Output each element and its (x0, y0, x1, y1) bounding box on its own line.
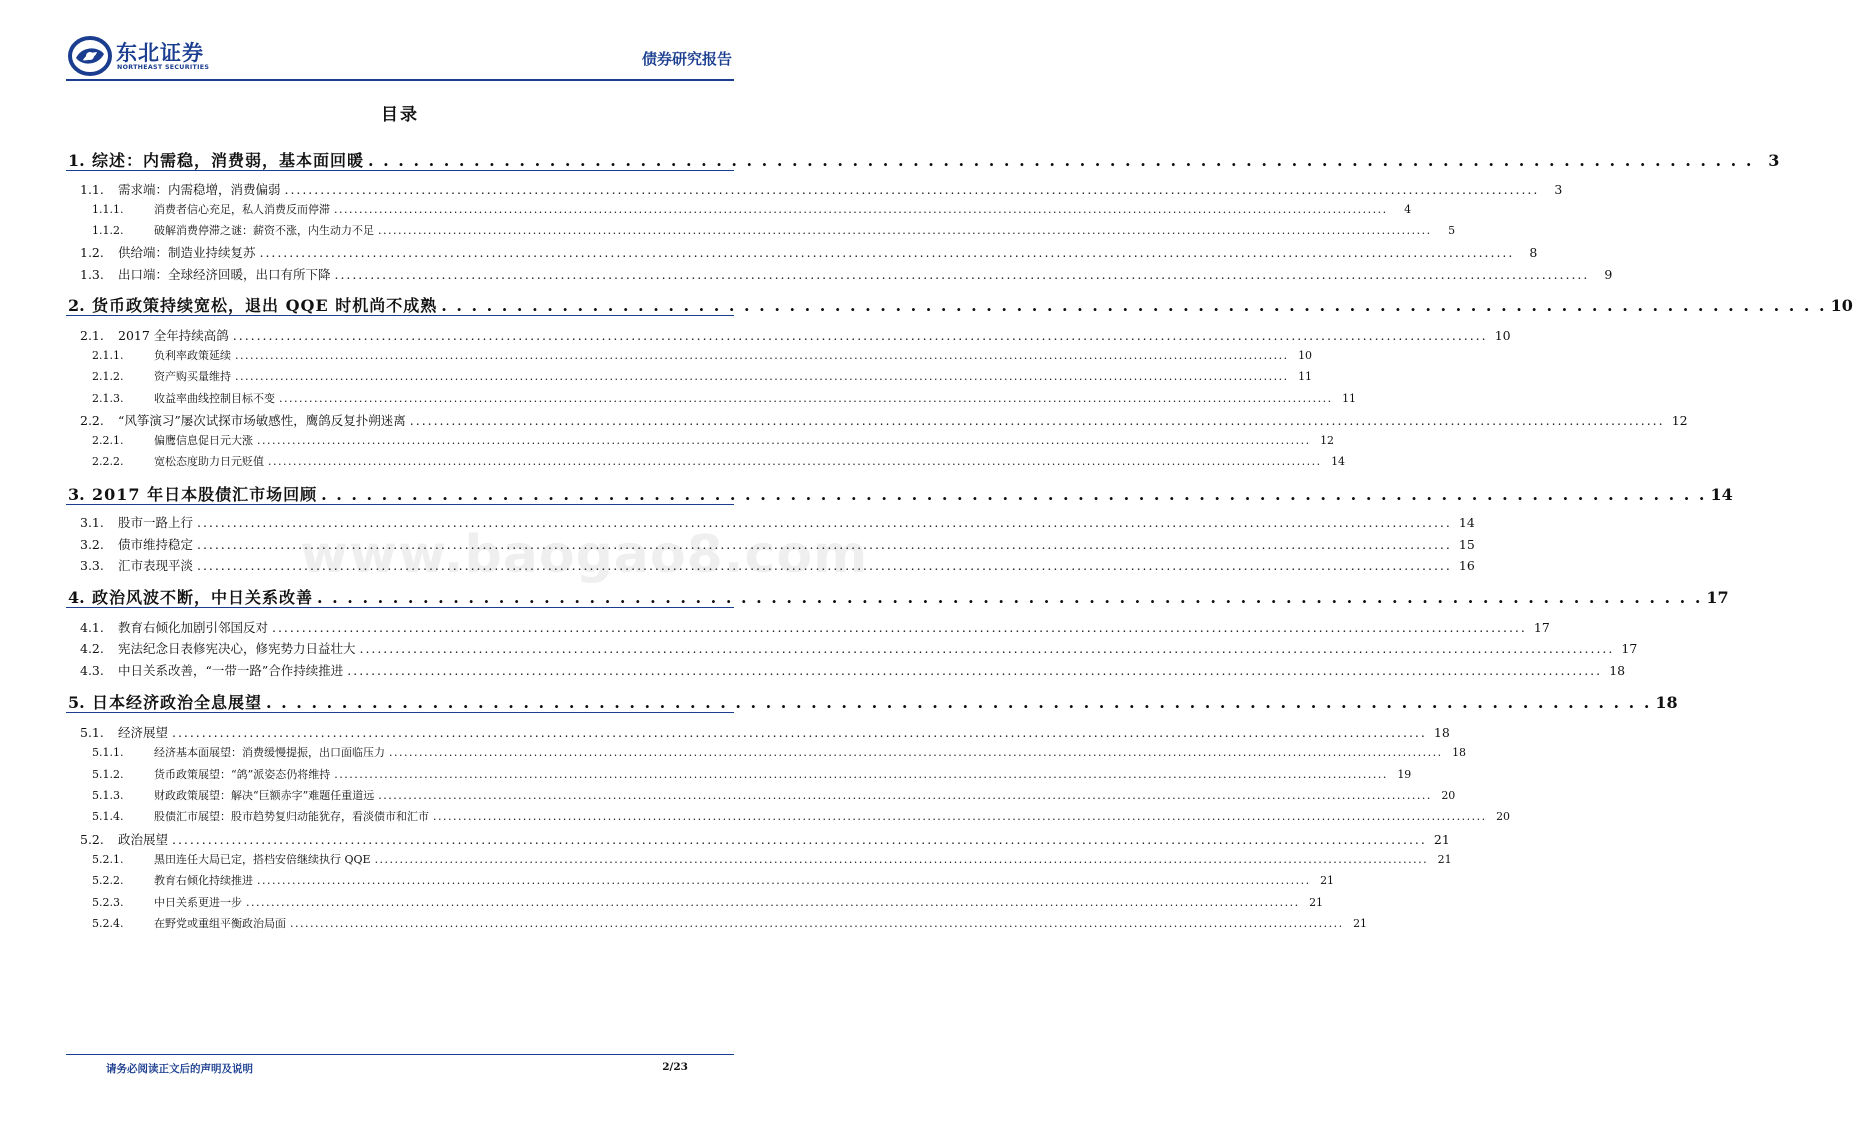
toc-entry-page: 5 (1448, 224, 1456, 237)
toc-entry[interactable] (92, 222, 1456, 238)
toc-entry-number: 2.2. (80, 413, 104, 428)
toc-entry-title: 货币政策展望：“鸽”派姿态仍将维持 (154, 768, 331, 781)
toc-entry-number: 5.1.1. (92, 746, 124, 759)
toc-entry-title: 政治展望 (118, 832, 169, 847)
toc-entry[interactable] (80, 639, 1638, 657)
footer-divider (66, 1054, 734, 1055)
toc-leader-dots (260, 245, 1512, 260)
toc-entry[interactable] (80, 556, 1475, 574)
footer-disclaimer: 请务必阅读正文后的声明及说明 (106, 1063, 253, 1075)
toc-entry-page: 21 (1433, 832, 1450, 847)
toc-entry-title: “风筝演习”屡次试探市场敏感性，鹰鸽反复扑朔迷离 (118, 413, 406, 428)
toc-entry-title: 消费者信心充足，私人消费反而停滞 (154, 203, 330, 216)
toc-entry[interactable] (80, 243, 1538, 261)
toc-entry-page: 20 (1496, 810, 1511, 823)
toc-entry-page: 20 (1441, 789, 1456, 802)
toc-entry-title: 财政政策展望：解决“巨额赤字”难题任重道远 (154, 789, 375, 802)
toc-entry-page: 14 (1458, 515, 1475, 530)
toc-entry-page: 21 (1320, 874, 1335, 887)
toc-entry[interactable] (92, 201, 1412, 217)
toc-entry-number: 2.2.1. (92, 434, 124, 447)
toc-leader-dots (368, 151, 1753, 170)
toc-entry-number: 4. (68, 588, 85, 607)
toc-entry-title: 需求端：内需稳增，消费偏弱 (118, 182, 281, 197)
toc-entry[interactable] (92, 453, 1346, 469)
toc-leader-dots (279, 392, 1330, 405)
toc-entry[interactable] (92, 851, 1452, 867)
toc-leader-dots (233, 328, 1485, 343)
toc-entry-page: 3 (1768, 151, 1780, 170)
watermark: www.baogao8.com (300, 525, 869, 585)
toc-entry-title: 供给端：制造业持续复苏 (118, 245, 256, 260)
toc-entry-title: 综述：内需稳，消费弱，基本面回暖 (92, 151, 365, 170)
toc-entry-page: 9 (1604, 267, 1613, 282)
toc-entry[interactable] (92, 915, 1368, 931)
toc-entry-title: 股市一路上行 (118, 515, 194, 530)
toc-leader-dots (257, 874, 1308, 887)
toc-entry-number: 1.3. (80, 267, 104, 282)
toc-entry-page: 4 (1404, 203, 1412, 216)
toc-entry-page: 21 (1353, 917, 1368, 930)
toc-entry-title: 经济展望 (118, 725, 169, 740)
toc-leader-dots (290, 917, 1341, 930)
toc-entry-title: 收益率曲线控制目标不变 (154, 392, 275, 405)
toc-entry-number: 4.1. (80, 620, 104, 635)
toc-entry-page: 14 (1331, 455, 1346, 468)
toc-leader-dots (235, 349, 1286, 362)
toc-entry-page: 14 (1710, 485, 1733, 504)
toc-entry-number: 2. (68, 296, 85, 315)
toc-entry-page: 17 (1706, 588, 1729, 607)
toc-entry-page: 18 (1655, 693, 1678, 712)
toc-entry-title: 货币政策持续宽松，退出 QQE 时机尚不成熟 (92, 296, 438, 315)
toc-entry[interactable] (92, 787, 1456, 803)
toc-entry-number: 3.2. (80, 537, 104, 552)
toc-entry-title: 宪法纪念日表修宪决心，修宪势力日益壮大 (118, 641, 356, 656)
section-divider (66, 170, 734, 171)
toc-entry[interactable] (92, 432, 1335, 448)
toc-entry-title: 2017 年日本股债汇市场回顾 (92, 485, 318, 504)
toc-entry-title: 汇市表现平淡 (118, 558, 194, 573)
toc-leader-dots (375, 853, 1426, 866)
toc-leader-dots (441, 296, 1826, 315)
toc-entry-title: 教育右倾化持续推进 (154, 874, 253, 887)
toc-entry-title: 2017 全年持续高鸽 (118, 328, 229, 343)
toc-entry-page: 18 (1452, 746, 1467, 759)
toc-entry-number: 2.1.2. (92, 370, 124, 383)
logo-name-en: NORTHEAST SECURITIES (117, 64, 210, 71)
toc-entry-number: 5. (68, 693, 85, 712)
toc-leader-dots (197, 537, 1449, 552)
toc-entry-number: 3.1. (80, 515, 104, 530)
toc-entry-page: 10 (1298, 349, 1313, 362)
toc-entry-number: 4.3. (80, 663, 104, 678)
footer-page-number: 2/23 (662, 1061, 688, 1073)
toc-entry-page: 11 (1298, 370, 1313, 383)
toc-entry-page: 18 (1433, 725, 1450, 740)
toc-leader-dots (172, 832, 1424, 847)
section-divider (66, 504, 734, 505)
toc-entry-page: 15 (1458, 537, 1475, 552)
toc-leader-dots (197, 558, 1449, 573)
toc-leader-dots (197, 515, 1449, 530)
toc-entry-number: 2.1.1. (92, 349, 124, 362)
toc-entry-title: 偏鹰信息促日元大涨 (154, 434, 253, 447)
toc-entry-title: 股债汇市展望：股市趋势复归动能犹存，看淡债市和汇市 (154, 810, 429, 823)
toc-leader-dots (317, 588, 1702, 607)
toc-entry-number: 3. (68, 485, 85, 504)
toc-entry-page: 12 (1671, 413, 1688, 428)
toc-entry-title: 在野党或重组平衡政治局面 (154, 917, 286, 930)
toc-leader-dots (172, 725, 1424, 740)
report-type-label: 债券研究报告 (641, 50, 732, 68)
toc-leader-dots (360, 641, 1612, 656)
toc-entry[interactable] (80, 411, 1688, 429)
toc-entry-number: 5.1.3. (92, 789, 124, 802)
toc-entry-page: 10 (1830, 296, 1853, 315)
toc-entry-page: 3 (1554, 182, 1563, 197)
toc-entry[interactable] (68, 148, 1780, 171)
toc-entry[interactable] (92, 766, 1412, 782)
toc-leader-dots (378, 224, 1429, 237)
toc-entry[interactable] (68, 690, 1678, 713)
toc-leader-dots (347, 663, 1599, 678)
toc-entry-page: 21 (1437, 853, 1452, 866)
toc-entry-number: 5.1. (80, 725, 104, 740)
toc-leader-dots (266, 693, 1651, 712)
toc-leader-dots (334, 203, 1385, 216)
toc-leader-dots (410, 413, 1662, 428)
toc-entry[interactable] (92, 808, 1511, 824)
toc-leader-dots (268, 455, 1319, 468)
toc-entry-number: 5.1.4. (92, 810, 124, 823)
toc-entry-page: 10 (1494, 328, 1511, 343)
toc-entry[interactable] (80, 661, 1626, 679)
toc-leader-dots (433, 810, 1484, 823)
toc-entry-number: 2.1.3. (92, 392, 124, 405)
toc-entry-number: 2.2.2. (92, 455, 124, 468)
toc-entry-title: 出口端：全球经济回暖，出口有所下降 (118, 267, 331, 282)
toc-entry-number: 4.2. (80, 641, 104, 656)
toc-entry-number: 5.2.4. (92, 917, 124, 930)
toc-leader-dots (285, 182, 1537, 197)
toc-entry-number: 1.1.1. (92, 203, 124, 216)
toc-entry[interactable] (92, 894, 1324, 910)
toc-entry-title: 教育右倾化加剧引邻国反对 (118, 620, 269, 635)
section-divider (66, 712, 734, 713)
toc-entry[interactable] (80, 180, 1563, 198)
toc-leader-dots (378, 789, 1429, 802)
toc-entry[interactable] (92, 368, 1313, 384)
toc-entry-number: 5.1.2. (92, 768, 124, 781)
toc-entry-title: 中日关系改善，“一带一路”合作持续推进 (118, 663, 344, 678)
toc-entry-title: 中日关系更进一步 (154, 896, 242, 909)
toc-entry-number: 5.2.2. (92, 874, 124, 887)
toc-entry-page: 17 (1621, 641, 1638, 656)
toc-entry-number: 1.1. (80, 182, 104, 197)
toc-entry[interactable] (68, 482, 1733, 505)
toc-entry[interactable] (80, 265, 1613, 283)
toc-entry[interactable] (80, 830, 1450, 848)
toc-entry-title: 政治风波不断，中日关系改善 (92, 588, 314, 607)
toc-entry[interactable] (80, 326, 1511, 344)
toc-entry-page: 17 (1533, 620, 1550, 635)
toc-entry-title: 黑田连任大局已定，搭档安倍继续执行 QQE (154, 853, 371, 866)
toc-entry-number: 1. (68, 151, 85, 170)
toc-entry-page: 19 (1397, 768, 1412, 781)
toc-entry-page: 18 (1609, 663, 1626, 678)
toc-entry-number: 5.2. (80, 832, 104, 847)
toc-leader-dots (272, 620, 1524, 635)
toc-entry[interactable] (92, 872, 1335, 888)
toc-entry-title: 破解消费停滞之谜：薪资不涨，内生动力不足 (154, 224, 374, 237)
toc-entry[interactable] (80, 618, 1550, 636)
toc-entry-number: 1.1.2. (92, 224, 124, 237)
toc-leader-dots (257, 434, 1308, 447)
toc-entry-page: 21 (1309, 896, 1324, 909)
toc-entry-number: 5.2.3. (92, 896, 124, 909)
toc-leader-dots (235, 370, 1286, 383)
toc-entry-title: 资产购买量维持 (154, 370, 231, 383)
toc-entry-page: 12 (1320, 434, 1335, 447)
toc-entry[interactable] (80, 723, 1450, 741)
toc-entry-title: 债市维持稳定 (118, 537, 194, 552)
section-divider (66, 315, 734, 316)
toc-entry-page: 8 (1529, 245, 1538, 260)
toc-entry-number: 1.2. (80, 245, 104, 260)
toc-entry-page: 11 (1342, 392, 1357, 405)
toc-entry-number: 2.1. (80, 328, 104, 343)
toc-entry-page: 16 (1458, 558, 1475, 573)
toc-leader-dots (321, 485, 1706, 504)
toc-entry[interactable] (68, 585, 1729, 608)
toc-leader-dots (335, 267, 1587, 282)
page-title: 目录 (381, 105, 419, 125)
toc-entry-title: 宽松态度助力日元贬值 (154, 455, 264, 468)
toc-leader-dots (334, 768, 1385, 781)
toc-entry-title: 日本经济政治全息展望 (92, 693, 263, 712)
logo-name-cn: 东北证券 (116, 41, 204, 65)
toc-entry[interactable] (92, 744, 1467, 760)
toc-entry[interactable] (80, 535, 1475, 553)
toc-leader-dots (246, 896, 1297, 909)
toc-entry-title: 经济基本面展望：消费缓慢提振，出口面临压力 (154, 746, 385, 759)
toc-entry-title: 负利率政策延续 (154, 349, 231, 362)
toc-leader-dots (389, 746, 1440, 759)
toc-entry[interactable] (68, 293, 1853, 316)
toc-entry[interactable] (80, 513, 1475, 531)
toc-entry-number: 3.3. (80, 558, 104, 573)
section-divider (66, 607, 734, 608)
toc-entry[interactable] (92, 347, 1313, 363)
toc-entry-number: 5.2.1. (92, 853, 124, 866)
toc-entry[interactable] (92, 390, 1357, 406)
